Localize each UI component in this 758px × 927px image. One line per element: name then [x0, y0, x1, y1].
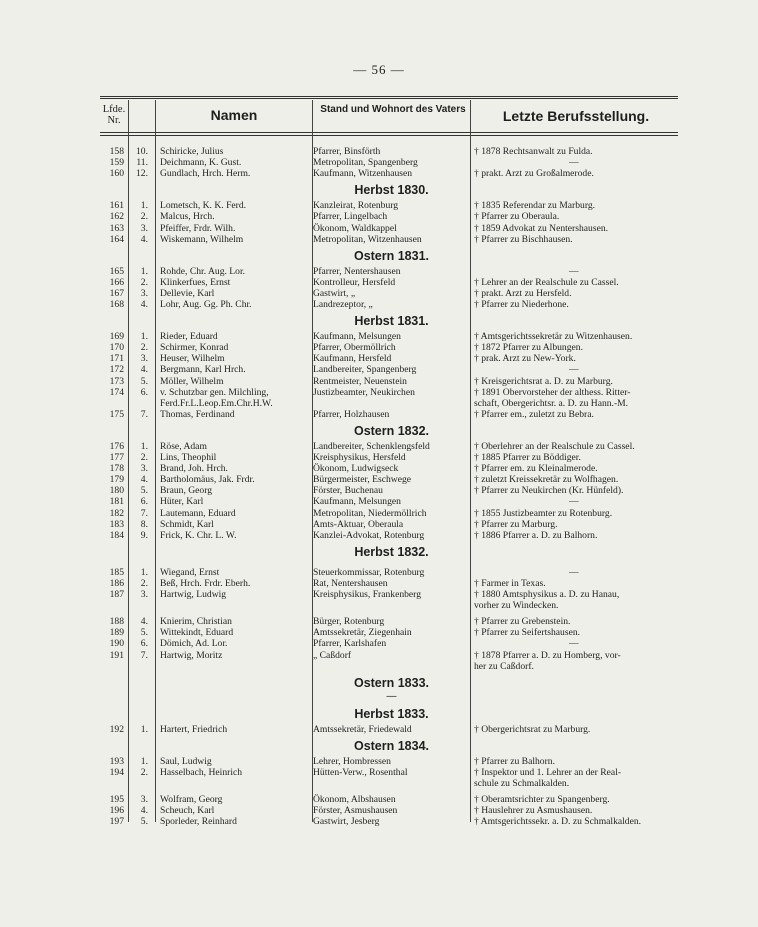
last-position: — [569, 496, 579, 508]
student-name: Schiricke, Julius [160, 146, 224, 157]
section-heading: Herbst 1831. [354, 314, 429, 329]
last-position: † 1880 Amtsphysikus a. D. zu Hanau, [474, 589, 620, 600]
last-position: vorher zu Windecken. [474, 600, 559, 612]
row-number: 193 [109, 755, 124, 767]
row-number: 164 [109, 233, 124, 245]
section-heading: Ostern 1832. [353, 423, 430, 438]
row-number: 184 [109, 529, 124, 541]
header-bottom-rule [100, 132, 678, 133]
row-index: 7. [140, 408, 148, 420]
last-position: † Pfarrer zu Grebenstein. [474, 616, 571, 628]
student-name: Hüter, Karl [160, 496, 204, 508]
student-name: Bartholomäus, Jak. Frdr. [160, 474, 255, 486]
father-status: Ökonom, Ludwigseck [313, 463, 399, 475]
student-name: Heuser, Wilhelm [160, 353, 225, 365]
student-name: Rieder, Eduard [160, 331, 218, 343]
father-status: Kaufmann, Melsungen [313, 331, 401, 343]
table-row [100, 211, 678, 222]
student-name: Hasselbach, Heinrich [160, 766, 243, 778]
student-name: Wiskemann, Wilhelm [160, 233, 244, 245]
header-top-rule [100, 96, 678, 97]
father-status: Kreisphysikus, Frankenberg [313, 589, 422, 600]
father-status: Förster, Buchenau [313, 485, 383, 497]
header-stand: Stand und Wohnort des Vaters [320, 104, 466, 115]
table-row [100, 627, 678, 638]
row-index: 3. [140, 287, 148, 299]
student-name: Dömich, Ad. Lor. [160, 638, 228, 650]
last-position: † Amtsgerichtssekr. a. D. zu Schmalkalden. [474, 816, 642, 828]
row-number: 162 [109, 211, 124, 223]
father-status: Landbereiter, Schenklengsfeld [313, 440, 430, 452]
row-number: 161 [109, 200, 124, 212]
table-row [100, 474, 678, 485]
student-name: Brand, Joh. Hrch. [160, 463, 228, 475]
last-position: † Pfarrer zu Seifertshausen. [474, 627, 581, 639]
row-index: 1. [140, 200, 148, 212]
row-number: 166 [109, 276, 124, 288]
table-row [100, 146, 678, 157]
father-status: Bürger, Rotenburg [313, 616, 385, 628]
student-name: Hartert, Friedrich [160, 723, 228, 735]
last-position: † 1885 Pfarrer zu Böddiger. [474, 452, 581, 463]
student-name: Gundlach, Hrch. Herm. [160, 168, 251, 180]
row-index: 3. [140, 794, 148, 806]
row-number: 165 [109, 265, 124, 277]
table-row [100, 778, 678, 789]
last-position: schule zu Schmalkalden. [474, 778, 570, 789]
row-number: 176 [109, 440, 124, 452]
student-name: Bergmann, Karl Hrch. [160, 364, 246, 376]
father-status: Pfarrer, Nentershausen [313, 265, 401, 277]
last-position: † prakt. Arzt zu Hersfeld. [474, 287, 572, 299]
father-status: Kaufmann, Hersfeld [313, 353, 392, 365]
row-index: 4. [140, 474, 148, 486]
table-row [100, 530, 678, 541]
header-nr: Lfde. Nr. [102, 104, 126, 126]
row-index: 3. [140, 222, 148, 234]
row-number: 158 [109, 146, 124, 157]
row-number: 180 [109, 485, 124, 497]
father-status: Metropolitan, Spangenberg [313, 157, 418, 169]
section-heading: Ostern 1834. [353, 738, 430, 753]
student-name: Hartwig, Ludwig [160, 589, 227, 600]
row-number: 191 [109, 649, 124, 661]
last-position: † 1872 Pfarrer zu Albungen. [474, 342, 583, 354]
father-status: Lehrer, Hombressen [313, 755, 391, 767]
table-row [100, 567, 678, 578]
father-status: Justizbeamter, Neukirchen [313, 386, 415, 398]
student-name: Thomas, Ferdinand [160, 408, 235, 420]
father-status: Pfarrer, Karlshafen [313, 638, 387, 650]
row-index: 7. [140, 507, 148, 519]
table-row [100, 376, 678, 387]
last-position: † Amtsgerichtssekretär zu Witzenhausen. [474, 331, 633, 343]
row-index: 2. [140, 276, 148, 288]
row-index: 10. [136, 146, 148, 157]
student-name: Scheuch, Karl [160, 805, 215, 817]
father-status: Landbereiter, Spangenberg [313, 364, 417, 376]
last-position: † Farmer in Texas. [474, 577, 546, 589]
student-name: Lins, Theophil [160, 452, 217, 463]
student-name: Knierim, Christian [160, 616, 232, 628]
father-status: „ Caßdorf [313, 649, 352, 661]
section-heading: Ostern 1831. [353, 248, 430, 263]
student-name: Saul, Ludwig [160, 755, 212, 767]
section-heading: Herbst 1832. [354, 544, 429, 559]
table-row [100, 578, 678, 589]
row-number: 183 [109, 518, 124, 530]
row-number: 186 [109, 577, 124, 589]
row-index: 2. [140, 452, 148, 463]
table-row [100, 441, 678, 452]
last-position: † Pfarrer zu Marburg. [474, 518, 558, 530]
header-bottom-rule-2 [100, 135, 678, 136]
last-position: † 1859 Advokat zu Nentershausen. [474, 222, 609, 234]
table-row [100, 767, 678, 778]
row-index: 1. [140, 723, 148, 735]
header-top-rule-2 [100, 98, 678, 99]
father-status: Kanzlei-Advokat, Rotenburg [313, 529, 425, 541]
student-name: Wittekindt, Eduard [160, 627, 234, 639]
student-name: Braun, Georg [160, 485, 213, 497]
table-row [100, 661, 678, 672]
row-number: 163 [109, 222, 124, 234]
row-number: 192 [109, 723, 124, 735]
row-index: 2. [140, 577, 148, 589]
row-index: 6. [140, 496, 148, 508]
row-number: 168 [109, 299, 124, 310]
student-name: Ferd.Fr.L.Leop.Em.Chr.H.W. [160, 397, 273, 409]
row-index: 4. [140, 233, 148, 245]
row-index: 1. [140, 755, 148, 767]
last-position: † Pfarrer zu Niederhone. [474, 299, 569, 310]
table-row [100, 463, 678, 474]
student-name: Schirmer, Konrad [160, 342, 229, 354]
row-number: 170 [109, 342, 124, 354]
row-number: 174 [109, 386, 124, 398]
row-index: 1. [140, 331, 148, 343]
row-index: 9. [140, 529, 148, 541]
father-status: Kaufmann, Melsungen [313, 496, 401, 508]
student-name: Lohr, Aug. Gg. Ph. Chr. [160, 299, 252, 310]
student-name: Deichmann, K. Gust. [160, 157, 242, 169]
student-name: Rohde, Chr. Aug. Lor. [160, 265, 246, 277]
row-index: 2. [140, 766, 148, 778]
last-position: † 1878 Rechtsanwalt zu Fulda. [474, 146, 593, 157]
table-row [100, 353, 678, 364]
student-name: Malcus, Hrch. [160, 211, 215, 223]
row-number: 182 [109, 507, 124, 519]
father-status: Kreisphysikus, Hersfeld [313, 452, 406, 463]
student-name: Pfeiffer, Frdr. Wilh. [160, 222, 236, 234]
table-row [100, 452, 678, 463]
father-status: Metropolitan, Witzenhausen [313, 233, 422, 245]
father-status: Landrezeptor, „ [313, 299, 373, 310]
father-status: Ökonom, Waldkappel [313, 222, 397, 234]
father-status: Gastwirt, Jesberg [313, 816, 380, 828]
last-position: † 1886 Pfarrer a. D. zu Balhorn. [474, 529, 598, 541]
table-row [100, 589, 678, 600]
row-index: 7. [140, 649, 148, 661]
last-position: † 1835 Referendar zu Marburg. [474, 200, 596, 212]
father-status: Rat, Nentershausen [313, 577, 388, 589]
father-status: Ökonom, Albshausen [313, 794, 396, 806]
father-status: Kontrolleur, Hersfeld [313, 276, 396, 288]
table-row [100, 724, 678, 735]
student-name: Frick, K. Chr. L. W. [160, 529, 237, 541]
table-row [100, 387, 678, 398]
father-status: Pfarrer, Obermöllrich [313, 342, 396, 354]
father-status: Amtssekretär, Ziegenhain [313, 627, 412, 639]
student-name: Lometsch, K. K. Ferd. [160, 200, 247, 212]
row-index: 2. [140, 211, 148, 223]
table-row [100, 496, 678, 507]
last-position: † Lehrer an der Realschule zu Cassel. [474, 276, 619, 288]
row-index: 1. [140, 440, 148, 452]
table-row [100, 200, 678, 211]
row-number: 179 [109, 474, 124, 486]
row-number: 178 [109, 463, 124, 475]
page-number: — 56 — [353, 62, 405, 77]
father-status: Pfarrer, Binsförth [313, 146, 381, 157]
table-row [100, 398, 678, 409]
student-name: Beß, Hrch. Frdr. Eberh. [160, 577, 251, 589]
table-row [100, 485, 678, 496]
student-name: Schmidt, Karl [160, 518, 214, 530]
row-index: 5. [140, 375, 148, 387]
last-position: — [569, 638, 579, 650]
row-number: 171 [109, 353, 124, 365]
row-number: 173 [109, 375, 124, 387]
row-number: 185 [109, 566, 124, 578]
last-position: † Oberamtsrichter zu Spangenberg. [474, 794, 610, 806]
table-row [100, 616, 678, 627]
row-index: 12. [136, 168, 148, 180]
row-number: 181 [109, 496, 124, 508]
table-row [100, 600, 678, 611]
student-name: Wolfram, Georg [160, 794, 223, 806]
student-name: Sporleder, Reinhard [160, 816, 237, 828]
row-index: 2. [140, 342, 148, 354]
father-status: Pfarrer, Holzhausen [313, 408, 390, 420]
table-row [100, 364, 678, 375]
row-index: 4. [140, 299, 148, 310]
table-row [100, 650, 678, 661]
row-index: 1. [140, 265, 148, 277]
table-row [100, 508, 678, 519]
row-index: 3. [140, 589, 148, 600]
student-name: Lautemann, Eduard [160, 507, 236, 519]
father-status: Bürgermeister, Eschwege [313, 474, 412, 486]
row-number: 160 [109, 168, 124, 180]
last-position: † 1855 Justizbeamter zu Rotenburg. [474, 507, 613, 519]
row-number: 194 [109, 766, 124, 778]
last-position: † 1891 Obervorsteher der althess. Ritter- [474, 386, 631, 398]
row-number: 169 [109, 331, 124, 343]
row-index: 1. [140, 566, 148, 578]
last-position: † Pfarrer em., zuletzt zu Bebra. [474, 408, 594, 420]
father-status: Förster, Asmushausen [313, 805, 398, 817]
last-position: † Oberlehrer an der Realschule zu Cassel. [474, 440, 635, 452]
last-position: † prakt. Arzt zu Großalmerode. [474, 168, 594, 180]
student-name: Dellevie, Karl [160, 287, 215, 299]
student-name: Wiegand, Ernst [160, 566, 220, 578]
row-number: 159 [109, 157, 124, 169]
father-status: Amts-Aktuar, Oberaula [313, 518, 404, 530]
last-position: schaft, Obergerichtsr. a. D. zu Hann.-M. [474, 397, 629, 409]
section-heading: Ostern 1833. [353, 675, 430, 690]
last-position: † zuletzt Kreissekretär zu Wolfhagen. [474, 474, 619, 486]
student-name: Hartwig, Moritz [160, 649, 223, 661]
last-position: † Hauslehrer zu Asmushausen. [474, 805, 593, 817]
row-number: 175 [109, 408, 124, 420]
father-status: Hütten-Verw., Rosenthal [313, 766, 408, 778]
table-row [100, 816, 678, 827]
table-row [100, 756, 678, 767]
last-position: her zu Caßdorf. [474, 660, 534, 672]
row-number: 177 [109, 452, 124, 463]
row-number: 189 [109, 627, 124, 639]
table-row [100, 805, 678, 816]
row-index: 4. [140, 805, 148, 817]
row-number: 167 [109, 287, 124, 299]
row-number: 196 [109, 805, 124, 817]
row-number: 172 [109, 364, 124, 376]
last-position: † prak. Arzt zu New-York. [474, 353, 576, 365]
father-status: Rentmeister, Neuenstein [313, 375, 407, 387]
row-index: 6. [140, 386, 148, 398]
row-index: 5. [140, 627, 148, 639]
row-index: 5. [140, 816, 148, 828]
row-number: 195 [109, 794, 124, 806]
last-position: — [569, 566, 579, 578]
row-index: 4. [140, 364, 148, 376]
last-position: — [569, 364, 579, 376]
row-number: 197 [109, 816, 124, 828]
last-position: † 1878 Pfarrer a. D. zu Homberg, vor- [474, 649, 621, 661]
row-index: 3. [140, 353, 148, 365]
last-position: — [569, 265, 579, 277]
table-row [100, 342, 678, 353]
row-index: 4. [140, 616, 148, 628]
father-status: Steuerkommissar, Rotenburg [313, 566, 425, 578]
header-namen: Namen [210, 107, 258, 123]
table-row [100, 223, 678, 234]
table-row [100, 409, 678, 420]
row-index: 3. [140, 463, 148, 475]
student-name: v. Schutzbar gen. Milchling, [160, 386, 269, 398]
header-beruf: Letzte Berufsstellung. [502, 108, 650, 124]
last-position: — [569, 157, 579, 169]
table-row [100, 331, 678, 342]
row-index: 5. [140, 485, 148, 497]
last-position: † Obergerichtsrat zu Marburg. [474, 723, 591, 735]
last-position: † Pfarrer zu Balhorn. [474, 755, 555, 767]
father-status: Kaufmann, Witzenhausen [313, 168, 413, 180]
table-row [100, 168, 678, 179]
section-heading: Herbst 1833. [354, 706, 429, 721]
row-index: 6. [140, 638, 148, 650]
student-name: Röse, Adam [160, 440, 207, 452]
table-row [100, 638, 678, 649]
father-status: Gastwirt, „ [313, 287, 356, 299]
father-status: Kanzleirat, Rotenburg [313, 200, 399, 212]
last-position: † Pfarrer em. zu Kleinalmerode. [474, 463, 598, 475]
father-status: Amtssekretär, Friedewald [313, 723, 412, 735]
section-dash: — [386, 690, 397, 702]
row-number: 190 [109, 638, 124, 650]
last-position: † Pfarrer zu Bischhausen. [474, 233, 573, 245]
last-position: † Pfarrer zu Neukirchen (Kr. Hünfeld). [474, 485, 624, 497]
table-row [100, 288, 678, 299]
table-row [100, 519, 678, 530]
table-row [100, 794, 678, 805]
father-status: Metropolitan, Niedermöllrich [313, 507, 427, 519]
table-row [100, 234, 678, 245]
row-number: 188 [109, 616, 124, 628]
last-position: † Inspektor und 1. Lehrer an der Real- [474, 766, 622, 778]
table-row [100, 277, 678, 288]
row-number: 187 [109, 589, 124, 600]
row-index: 8. [140, 518, 148, 530]
table-row [100, 299, 678, 310]
last-position: † Pfarrer zu Oberaula. [474, 211, 560, 223]
father-status: Pfarrer, Lingelbach [313, 211, 388, 223]
section-heading: Herbst 1830. [354, 183, 429, 198]
student-name: Möller, Wilhelm [160, 375, 224, 387]
last-position: † Kreisgerichtsrat a. D. zu Marburg. [474, 375, 613, 387]
table-row [100, 266, 678, 277]
table-row [100, 157, 678, 168]
student-name: Klinkerfues, Ernst [160, 276, 231, 288]
row-index: 11. [136, 157, 148, 169]
